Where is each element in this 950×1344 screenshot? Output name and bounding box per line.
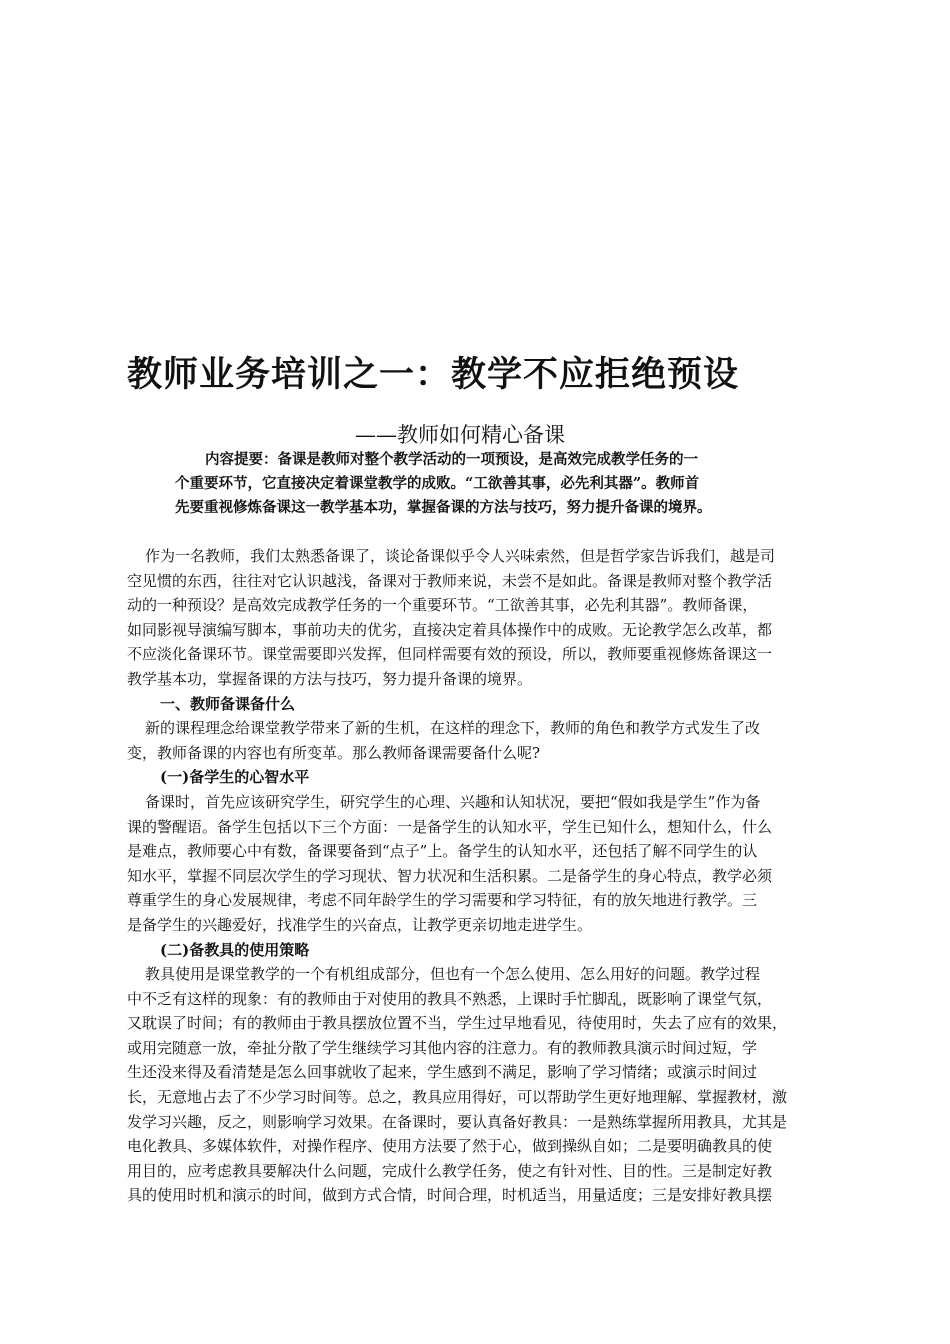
paragraph-line: 又耽误了时间；有的教师由于教具摆放位置不当，学生过早地看见，待使用时，失去了应有的效果， xyxy=(127,1014,788,1033)
paragraph-line: 教学基本功，掌握备课的方法与技巧，努力提升备课的境界。 xyxy=(127,669,533,688)
paragraph-line: 或用完随意一放，牵扯分散了学生继续学习其他内容的注意力。有的教师教具演示时间过短，学 xyxy=(127,1038,758,1057)
paragraph-line: 备课时，首先应该研究学生，研究学生的心理、兴趣和认知状况，要把“假如我是学生”作为备 xyxy=(145,792,761,811)
paragraph-line: 中不乏有这样的现象：有的教师由于对使用的教具不熟悉，上课时手忙脚乱，既影响了课堂气氛， xyxy=(127,989,773,1008)
paragraph-line: 是备学生的兴趣爱好，找准学生的兴奋点，让教学更亲切地走进学生。 xyxy=(127,915,593,934)
paragraph-line: 新的课程理念给课堂教学带来了新的生机，在这样的理念下，教师的角色和教学方式发生了改 xyxy=(145,719,761,738)
paragraph-line: 电化教具、多媒体软件，对操作程序、使用方法要了然于心，做到操纵自如；二是要明确教具的使 xyxy=(127,1137,773,1156)
document-subtitle: ——教师如何精心备课 xyxy=(355,423,565,447)
section-heading: 一、教师备课备什么 xyxy=(160,694,296,713)
subsection-heading: (一)备学生的心智水平 xyxy=(160,768,310,787)
paragraph-line: 生还没来得及看清楚是怎么回事就收了起来，学生感到不满足，影响了学习情绪；或演示时间过 xyxy=(127,1063,758,1082)
paragraph-line: 是难点，教师要心中有数，备课要备到“点子”上。备学生的认知水平，还包括了解不同学生的认 xyxy=(127,842,758,861)
abstract-line: 内容提要：备课是教师对整个教学活动的一项预设，是高效完成教学任务的一 xyxy=(205,451,698,468)
paragraph-line: 空见惯的东西，往往对它认识越浅，备课对于教师来说，未尝不是如此。备课是教师对整个教学活 xyxy=(127,571,773,590)
paragraph-line: 尊重学生的身心发展规律，考虑不同年龄学生的学习需要和学习特征，有的放矢地进行教学。三 xyxy=(127,891,758,910)
paragraph-line: 发学习兴趣，反之，则影响学习效果。在备课时，要认真备好教具：一是熟练掌握所用教具，尤其是 xyxy=(127,1112,788,1131)
paragraph-line: 长，无意地占去了不少学习时间等。总之，教具应用得好，可以帮助学生更好地理解、掌握教材，激 xyxy=(127,1088,788,1107)
abstract xyxy=(175,448,795,520)
paragraph-line: 动的一种预设？是高效完成教学任务的一个重要环节。“工欲善其事，必先利其器”。教师备课， xyxy=(127,596,758,615)
paragraph-line: 变，教师备课的内容也有所变革。那么教师备课需要备什么呢? xyxy=(127,743,541,762)
paragraph-line: 作为一名教师，我们太熟悉备课了，谈论备课似乎令人兴味索然，但是哲学家告诉我们，越是司 xyxy=(145,547,776,565)
paragraph-line: 课的警醒语。备学生包括以下三个方面：一是备学生的认知水平，学生已知什么，想知什么，什么 xyxy=(127,817,773,836)
subsection-heading: (二)备教具的使用策略 xyxy=(160,940,310,959)
body-text xyxy=(127,544,827,1208)
paragraph-line: 用目的，应考虑教具要解决什么问题，完成什么教学任务，使之有针对性、目的性。三是制定好教 xyxy=(127,1161,773,1180)
paragraph-line: 教具使用是课堂教学的一个有机组成部分，但也有一个怎么使用、怎么用好的问题。教学过程 xyxy=(145,965,761,984)
paragraph-line: 知水平，掌握不同层次学生的学习现状、智力状况和生活积累。二是备学生的身心特点，教学必须 xyxy=(127,866,773,885)
paragraph-line: 具的使用时机和演示的时间，做到方式合情，时间合理，时机适当，用量适度；三是安排好教具摆 xyxy=(127,1186,773,1205)
paragraph-line: 如同影视导演编写脚本，事前功夫的优劣，直接决定着具体操作中的成败。无论教学怎么改革，都 xyxy=(127,620,773,639)
abstract-line: 个重要环节，它直接决定着课堂教学的成败。“工欲善其事，必先利其器”。教师首 xyxy=(175,475,700,492)
paragraph-line: 不应淡化备课环节。课堂需要即兴发挥，但同样需要有效的预设，所以，教师要重视修炼备课这一 xyxy=(127,645,773,664)
abstract-line: 先要重视修炼备课这一教学基本功，掌握备课的方法与技巧，努力提升备课的境界。 xyxy=(175,499,712,516)
document-title: 教师业务培训之一：教学不应拒绝预设 xyxy=(127,354,740,395)
